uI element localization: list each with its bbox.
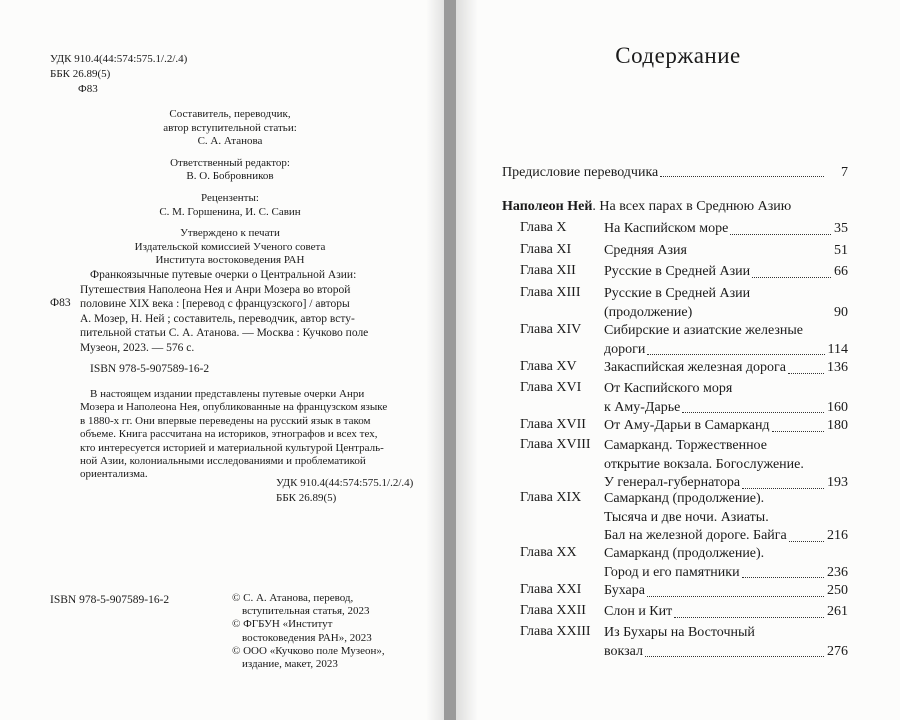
dot-leader: [742, 577, 824, 578]
toc-page-number: 7: [841, 165, 848, 180]
contents-page: [456, 0, 900, 720]
copyright-line: © С. А. Атанова, перевод,: [232, 592, 354, 604]
approval-line-1: Утверждено к печати: [180, 227, 280, 240]
dot-leader: [752, 277, 831, 278]
chapter-title-cont: (продолжение): [604, 304, 693, 320]
leader-space: [689, 256, 831, 257]
annotation-line: объеме. Книга рассчитана на историков, этнографов и всех тех,: [80, 428, 378, 441]
toc-page-number: 276: [827, 643, 848, 659]
toc-page-number: 216: [827, 528, 848, 543]
dot-leader: [742, 488, 824, 489]
udk-code: УДК 910.4(44:574:575.1/.2/.4): [50, 53, 188, 65]
toc-page-number: 261: [827, 604, 848, 619]
toc-page-number: 114: [827, 341, 848, 357]
chapter-title: Из Бухары на Восточный: [604, 625, 755, 640]
chapter-label: Глава XX: [520, 545, 577, 560]
annotation-line: кто интересуется историей и материальной культурой Централь-: [80, 441, 384, 454]
toc-entry-preface[interactable]: [502, 165, 848, 181]
chapter-title: Русские в Средней Азии: [604, 286, 751, 301]
annotation-line: ной Азии, колониальными исследованиями и проблематикой: [80, 455, 366, 468]
toc-page-number: 193: [827, 475, 848, 490]
part-title: . На всех парах в Среднюю Азию: [592, 199, 792, 214]
chapter-body: [604, 242, 848, 261]
chapter-title-cont: Город и его памятники: [604, 564, 740, 580]
compiler-role-2: автор вступительной статьи:: [163, 121, 297, 134]
gutter-shadow: [456, 0, 478, 720]
contents-title: Содержание: [615, 43, 741, 68]
bib-line: Музеон, 2023. — 576 с.: [80, 341, 195, 354]
chapter-label: Глава XIII: [520, 285, 581, 300]
copyright-line: издание, макет, 2023: [242, 658, 338, 671]
dot-leader: [647, 354, 824, 355]
classification-codes: [50, 52, 187, 97]
bibliographic-record: [80, 268, 410, 376]
dot-leader: [660, 176, 824, 177]
chapter-body: [604, 263, 848, 282]
reviewers-role: Рецензенты:: [201, 191, 259, 204]
annotation-line: Мозера и Наполеона Нея, опубликованные на французском языке: [80, 401, 388, 414]
compiler-name: С. А. Атанова: [197, 135, 263, 148]
chapter-title: От Аму-Дарьи в Самарканд: [604, 418, 770, 433]
chapter-body: [604, 582, 848, 601]
copyright-line: © ФГБУН «Институт: [232, 618, 333, 631]
chapter-title: Средняя Азия: [604, 243, 687, 258]
chapter-title-cont: дороги: [604, 341, 646, 357]
chapter-label: Глава XVI: [520, 380, 582, 395]
chapter-body: [604, 285, 848, 322]
chapter-label: Глава XV: [520, 359, 577, 374]
chapter-body: [604, 490, 848, 546]
chapter-title: Бухара: [604, 583, 645, 598]
imprint-page: [0, 0, 444, 720]
bib-line: Путешествия Наполеона Нея и Анри Мозера во второй: [80, 283, 351, 296]
chapter-body: [604, 603, 848, 622]
dot-leader: [674, 617, 824, 618]
copyright-line: востоковедения РАН», 2023: [242, 631, 372, 644]
chapter-body: [604, 322, 848, 359]
chapter-label: Глава XII: [520, 263, 576, 278]
chapter-label: Глава XIX: [520, 490, 582, 505]
bib-line: половине XIX века : [перевод с французского] / авторы: [80, 298, 350, 311]
toc-page-number: 66: [834, 264, 848, 279]
chapter-title: Слон и Кит: [604, 604, 673, 619]
author-mark-side: Ф83: [50, 297, 71, 309]
chapter-body: [604, 359, 848, 378]
chapter-title: Самарканд. Торжественное: [604, 438, 767, 453]
dot-leader: [788, 373, 824, 374]
approval-line-3: Института востоковедения РАН: [155, 254, 305, 267]
chapter-title: Русские в Средней Азии: [604, 264, 751, 279]
chapter-title: Самарканд (продолжение).: [604, 546, 765, 561]
toc-entry-title: Предисловие переводчика: [502, 165, 659, 180]
leader-space: [694, 317, 831, 318]
dot-leader: [645, 656, 824, 657]
toc-page-number: 35: [834, 221, 848, 236]
toc-page-number: 250: [827, 583, 848, 598]
chapter-title-cont: вокзал: [604, 643, 643, 659]
chapter-label: Глава XI: [520, 242, 572, 257]
annotation-line: В настоящем издании представлены путевые очерки Анри: [90, 388, 365, 400]
chapter-title-cont: У генерал-губернатора: [604, 475, 741, 490]
copyright-line: © ООО «Кучково поле Музеон»,: [232, 644, 385, 657]
toc-page-number: 51: [834, 243, 848, 258]
dot-leader: [647, 596, 824, 597]
chapter-body: [604, 220, 848, 239]
reviewers-names: С. М. Горшенина, И. С. Савин: [159, 205, 301, 218]
chapter-label: Глава XXIII: [520, 624, 591, 639]
toc-page-number: 160: [827, 399, 848, 415]
chapter-body: [604, 380, 848, 417]
chapter-label: Глава XXI: [520, 582, 582, 597]
chapter-title: От Каспийского моря: [604, 381, 733, 396]
toc-page-number: 180: [827, 418, 848, 433]
chapter-title-cont: к Аму-Дарье: [604, 399, 681, 415]
credits-block: [100, 108, 360, 268]
copyright-line: вступительная статья, 2023: [242, 605, 370, 618]
chapter-body: [604, 624, 848, 661]
chapter-body: [604, 437, 848, 493]
toc-page-number: 136: [827, 360, 848, 375]
toc-page-number: 236: [827, 564, 848, 580]
chapter-label: Глава XIV: [520, 322, 582, 337]
chapter-title: Закаспийская железная дорога: [604, 360, 787, 375]
chapter-body: [604, 545, 848, 582]
annotation-line: ориентализма.: [80, 468, 148, 481]
compiler-role: Составитель, переводчик,: [169, 108, 291, 120]
isbn-middle: ISBN 978-5-907589-16-2: [90, 362, 210, 375]
bib-line: А. Мозер, Н. Ней ; составитель, переводчик, автор всту-: [80, 312, 355, 325]
approval-line-2: Издательской комиссией Ученого совета: [134, 240, 326, 253]
chapter-title-cont: открытие вокзала. Богослужение.: [604, 456, 804, 472]
editor-role: Ответственный редактор:: [170, 156, 290, 169]
chapter-label: Глава X: [520, 220, 567, 235]
dot-leader: [730, 234, 831, 235]
dot-leader: [682, 412, 824, 413]
gutter-shadow: [426, 0, 444, 720]
part-author: Наполеон Ней: [502, 199, 593, 214]
dot-leader: [772, 431, 824, 432]
author-mark: Ф83: [78, 83, 98, 95]
chapter-title: На Каспийском море: [604, 221, 729, 236]
chapter-label: Глава XXII: [520, 603, 586, 618]
toc-page-number: 90: [834, 304, 848, 320]
copyright-block: [232, 592, 412, 671]
chapter-label: Глава XVII: [520, 417, 586, 432]
editor-name: В. О. Бобровников: [186, 170, 274, 183]
chapter-title-cont: Бал на железной дороге. Байга: [604, 528, 787, 543]
dot-leader: [789, 541, 824, 542]
bib-line: Франкоязычные путевые очерки о Центральной Азии:: [90, 269, 357, 281]
chapter-title: Сибирские и азиатские железные: [604, 323, 803, 338]
chapter-title-cont: Тысяча и две ночи. Азиаты.: [604, 509, 769, 525]
chapter-title: Самарканд (продолжение).: [604, 491, 765, 506]
annotation-line: в 1880-х гг. Они впервые переведены на русский язык в таком: [80, 414, 371, 427]
classification-codes-bottom: [276, 476, 413, 506]
isbn-bottom: ISBN 978-5-907589-16-2: [50, 594, 170, 606]
annotation: [80, 388, 410, 482]
bbk-code-bottom: ББК 26.89(5): [276, 492, 337, 504]
bbk-code: ББК 26.89(5): [50, 68, 111, 80]
chapter-label: Глава XVIII: [520, 437, 591, 452]
toc-part-heading: [502, 199, 848, 215]
udk-code-bottom: УДК 910.4(44:574:575.1/.2/.4): [276, 477, 414, 489]
bib-line: пительной статьи С. А. Атанова. — Москва : Кучково поле: [80, 327, 369, 340]
chapter-body: [604, 417, 848, 436]
